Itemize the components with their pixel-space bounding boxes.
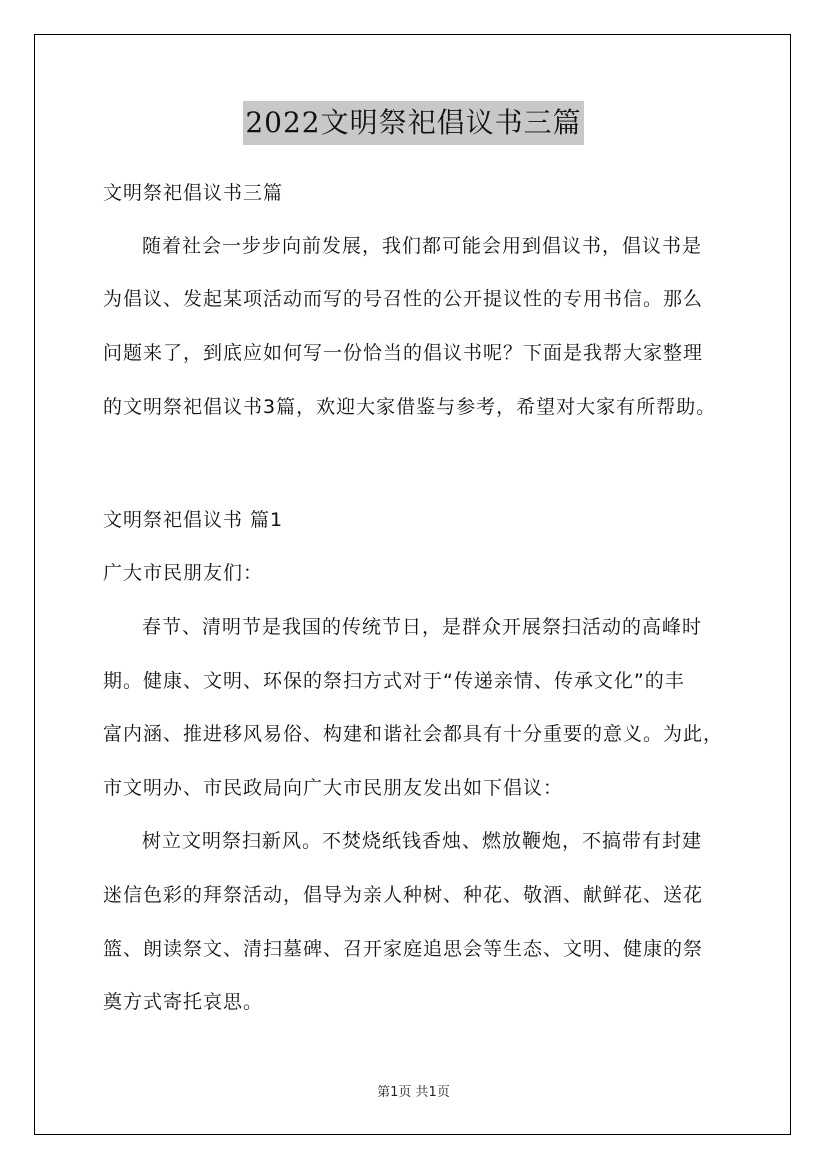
intro-line-3: 问题来了，到底应如何写一份恰当的倡议书呢？下面是我帮大家整理 bbox=[103, 342, 704, 364]
section-heading: 文明祭祀倡议书 篇1 bbox=[103, 509, 284, 531]
paragraph2-line-3: 篮、朗读祭文、清扫墓碑、召开家庭追思会等生态、文明、健康的祭 bbox=[103, 938, 704, 960]
intro-line-1: 随着社会一步步向前发展，我们都可能会用到倡议书，倡议书是 bbox=[142, 235, 703, 257]
paragraph1-line-4: 市文明办、市民政局向广大市民朋友发出如下倡议： bbox=[103, 777, 564, 799]
document-subtitle: 文明祭祀倡议书三篇 bbox=[103, 182, 284, 204]
salutation: 广大市民朋友们： bbox=[103, 562, 264, 584]
paragraph1-line-1: 春节、清明节是我国的传统节日，是群众开展祭扫活动的高峰时 bbox=[142, 616, 703, 638]
page-footer: 第1页 共1页 bbox=[377, 1085, 450, 1100]
paragraph2-line-4: 奠方式寄托哀思。 bbox=[103, 991, 264, 1013]
paragraph2-line-1: 树立文明祭扫新风。不焚烧纸钱香烛、燃放鞭炮，不搞带有封建 bbox=[142, 830, 703, 852]
intro-line-4: 的文明祭祀倡议书3篇，欢迎大家借鉴与参考，希望对大家有所帮助。 bbox=[103, 396, 717, 418]
paragraph1-line-2: 期。健康、文明、环保的祭扫方式对于“传递亲情、传承文化”的丰 bbox=[103, 670, 685, 692]
document-title: 2022文明祭祀倡议书三篇 bbox=[243, 101, 583, 145]
title-container bbox=[0, 101, 827, 145]
paragraph2-line-2: 迷信色彩的拜祭活动，倡导为亲人种树、种花、敬酒、献鲜花、送花 bbox=[103, 884, 704, 906]
paragraph1-line-3: 富内涵、推进移风易俗、构建和谐社会都具有十分重要的意义。为此， bbox=[103, 723, 724, 745]
intro-line-2: 为倡议、发起某项活动而写的号召性的公开提议性的专用书信。那么 bbox=[103, 288, 704, 310]
